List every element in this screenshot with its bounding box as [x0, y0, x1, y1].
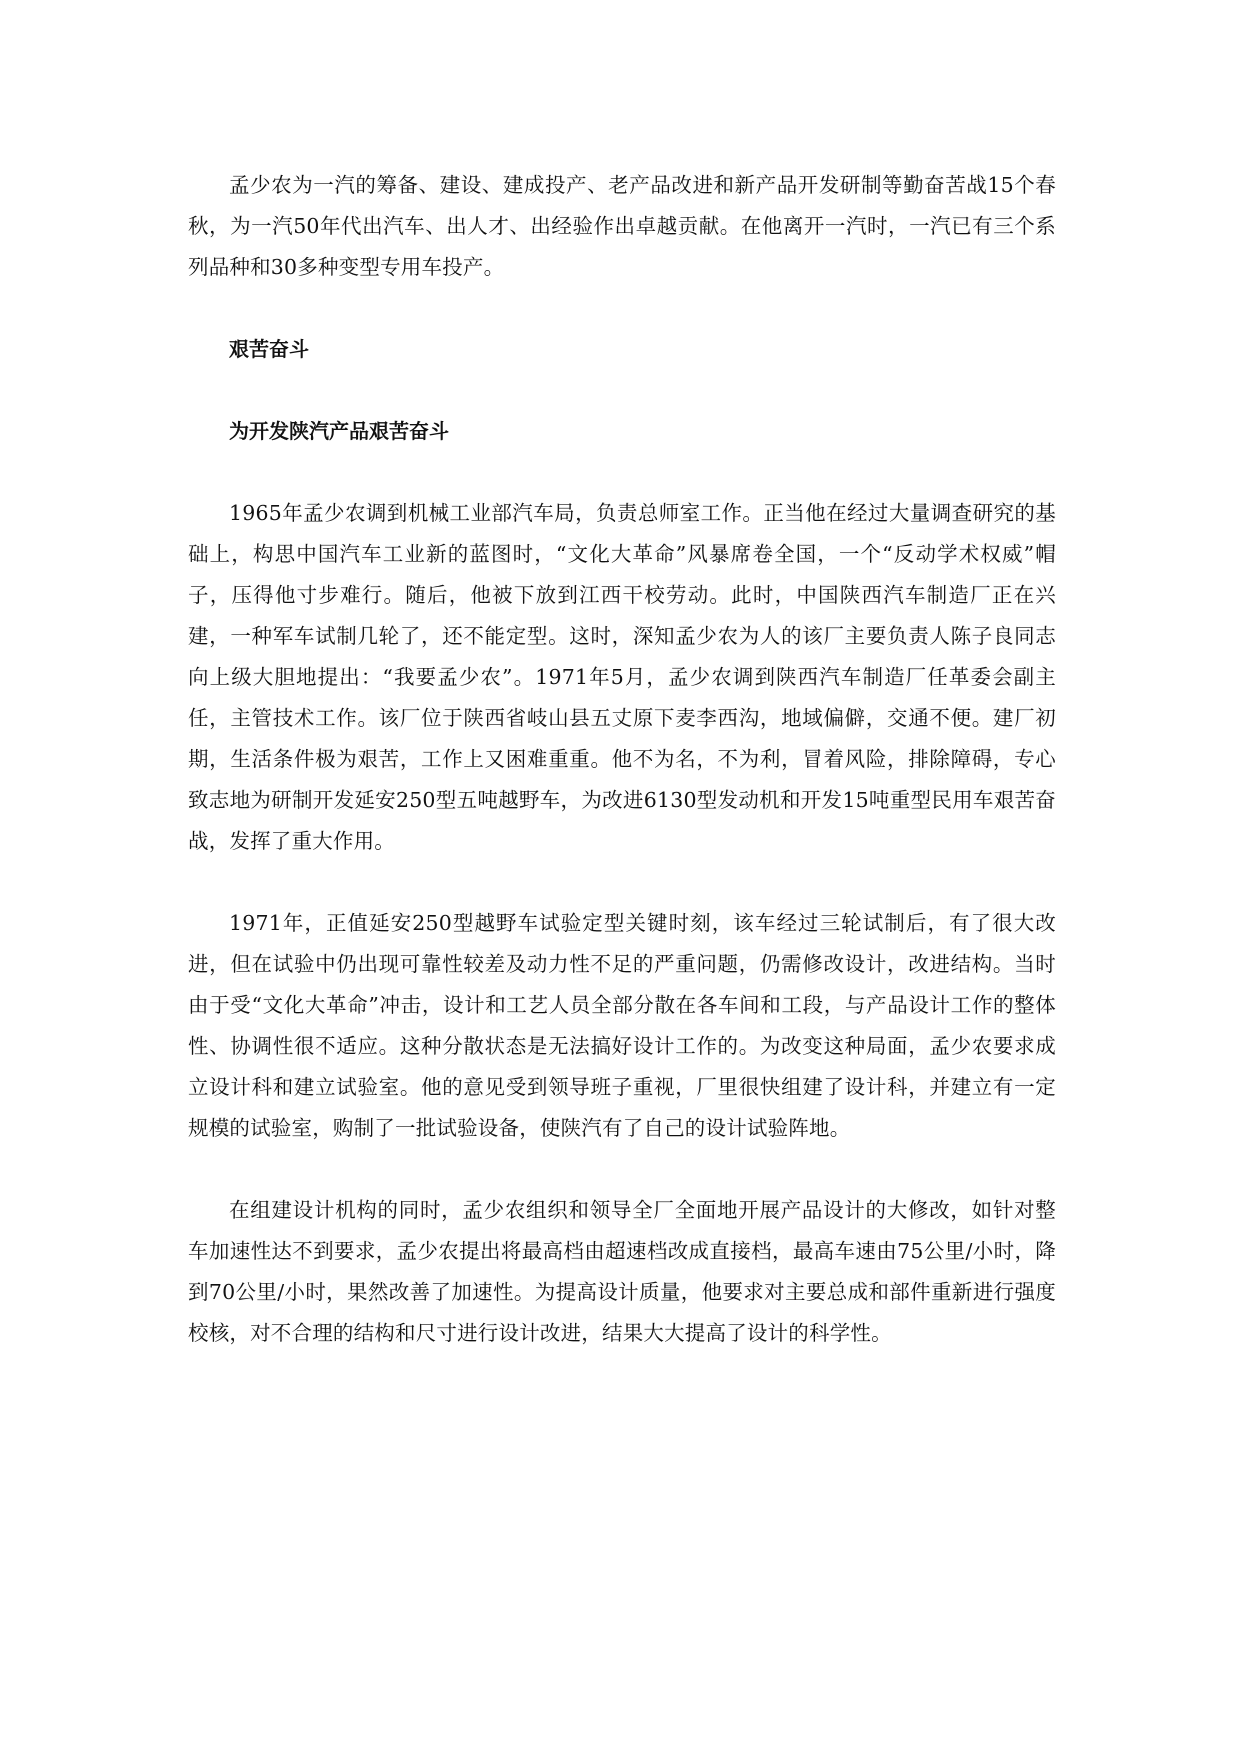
paragraph: 孟少农为一汽的筹备、建设、建成投产、老产品改进和新产品开发研制等勤奋苦战15个春秋，为一汽50年代出汽车、出人才、出经验作出卓越贡献。在他离开一汽时，一汽已有三个系列品种和30多种变型专用车投产。 — [188, 173, 1056, 279]
section-heading: 艰苦奋斗 — [229, 337, 309, 361]
subsection-heading: 为开发陕汽产品艰苦奋斗 — [229, 419, 449, 443]
paragraph: 在组建设计机构的同时，孟少农组织和领导全厂全面地开展产品设计的大修改，如针对整车加速性达不到要求，孟少农提出将最高档由超速档改成直接档，最高车速由75公里/小时，降到70公里/小时，果然改善了加速性。为提高设计质量，他要求对主要总成和部件重新进行强度校核，对不合理的结构和尺寸进行设计改进，结果大大提高了设计的科学性。 — [188, 1198, 1056, 1345]
paragraph-spacer — [188, 452, 1056, 493]
document-body — [188, 165, 1056, 1354]
paragraph: 1965年孟少农调到机械工业部汽车局，负责总师室工作。正当他在经过大量调查研究的基础上，构思中国汽车工业新的蓝图时，“文化大革命”风暴席卷全国，一个“反动学术权威”帽子，压得他寸步难行。随后，他被下放到江西干校劳动。此时，中国陕西汽车制造厂正在兴建，一种军车试制几轮了，还不能定型。这时，深知孟少农为人的该厂主要负责人陈子良同志向上级大胆地提出：“我要孟少农”。1971年5月，孟少农调到陕西汽车制造厂任革委会副主任，主管技术工作。该厂位于陕西省岐山县五丈原下麦李西沟，地域偏僻，交通不便。建厂初期，生活条件极为艰苦，工作上又困难重重。他不为名，不为利，冒着风险，排除障碍，专心致志地为研制开发延安250型五吨越野车，为改进6130型发动机和开发15吨重型民用车艰苦奋战，发挥了重大作用。 — [188, 501, 1056, 853]
paragraph-spacer — [188, 1149, 1056, 1190]
paragraph-spacer — [188, 370, 1056, 411]
paragraph-spacer — [188, 862, 1056, 903]
paragraph: 1971年，正值延安250型越野车试验定型关键时刻，该车经过三轮试制后，有了很大改进，但在试验中仍出现可靠性较差及动力性不足的严重问题，仍需修改设计，改进结构。当时由于受“文化大革命”冲击，设计和工艺人员全部分散在各车间和工段，与产品设计工作的整体性、协调性很不适应。这种分散状态是无法搞好设计工作的。为改变这种局面，孟少农要求成立设计科和建立试验室。他的意见受到领导班子重视，厂里很快组建了设计科，并建立有一定规模的试验室，购制了一批试验设备，使陕汽有了自己的设计试验阵地。 — [188, 911, 1056, 1140]
paragraph-spacer — [188, 288, 1056, 329]
